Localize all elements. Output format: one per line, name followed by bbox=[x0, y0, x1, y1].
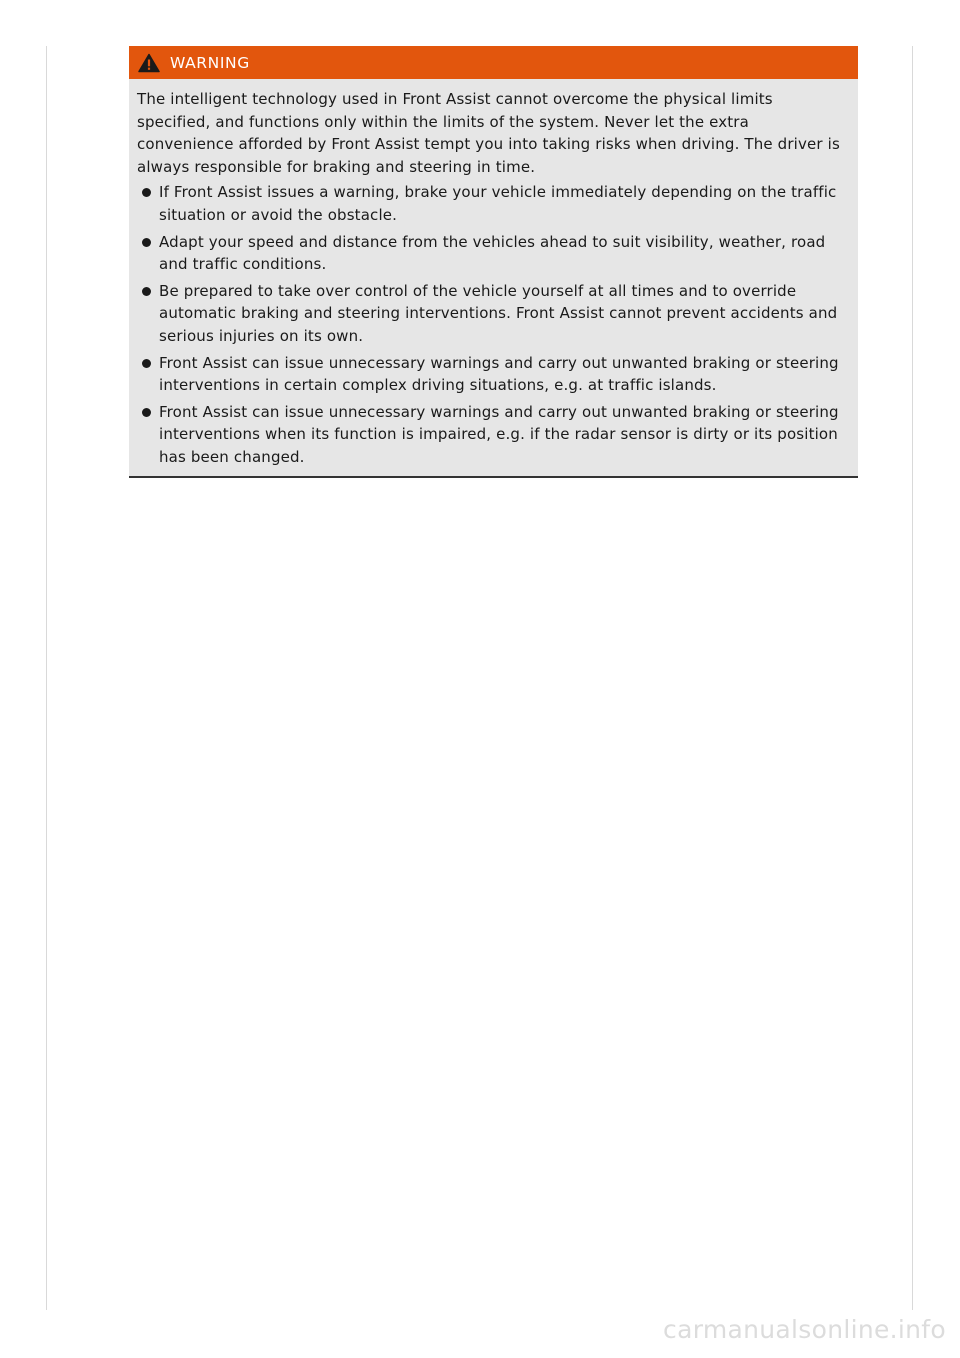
warning-triangle-icon bbox=[138, 53, 160, 73]
list-item-text: Adapt your speed and distance from the vehicles ahead to suit visibility, weather, road and traffic conditions. bbox=[159, 232, 826, 274]
list-item bbox=[137, 280, 850, 348]
warning-header bbox=[129, 46, 858, 79]
bullet-icon bbox=[142, 408, 151, 417]
list-item-text: If Front Assist issues a warning, brake your vehicle immediately depending on the traffic situation or avoid the obstacle. bbox=[159, 183, 837, 224]
bullet-icon bbox=[142, 359, 151, 368]
list-item bbox=[137, 352, 850, 397]
list-item-text: Front Assist can issue unnecessary warnings and carry out unwanted braking or steering interventions in certain complex driving situations, e.g. at traffic islands. bbox=[159, 353, 839, 395]
page-margin-rule-left bbox=[46, 46, 47, 1310]
list-item bbox=[137, 181, 850, 226]
warning-box bbox=[129, 46, 858, 478]
list-item-text: Be prepared to take over control of the vehicle yourself at all times and to override automatic braking and steering interventions. Front Assist cannot prevent accidents and serious injuries on its own. bbox=[159, 281, 838, 345]
bullet-icon bbox=[142, 188, 151, 197]
list-item bbox=[137, 231, 850, 276]
bullet-icon bbox=[142, 287, 151, 296]
warning-body bbox=[129, 79, 858, 476]
warning-bullet-list bbox=[137, 181, 850, 468]
watermark-text: carmanualsonline.info bbox=[663, 1315, 946, 1344]
warning-title: WARNING bbox=[170, 53, 250, 72]
list-item-text: Front Assist can issue unnecessary warnings and carry out unwanted braking or steering interventions when its function is impaired, e.g. if the radar sensor is dirty or its position has been changed. bbox=[159, 402, 839, 466]
page-margin-rule-right bbox=[912, 46, 913, 1310]
bullet-icon bbox=[142, 238, 151, 247]
list-item bbox=[137, 401, 850, 469]
warning-intro-text: The intelligent technology used in Front Assist cannot overcome the physical limits specified, and functions only within the limits of the system. Never let the extra convenience afforded by Front Assist tempt you into taking risks when driving. The driver is always responsible for braking and steering in time. bbox=[137, 90, 840, 176]
